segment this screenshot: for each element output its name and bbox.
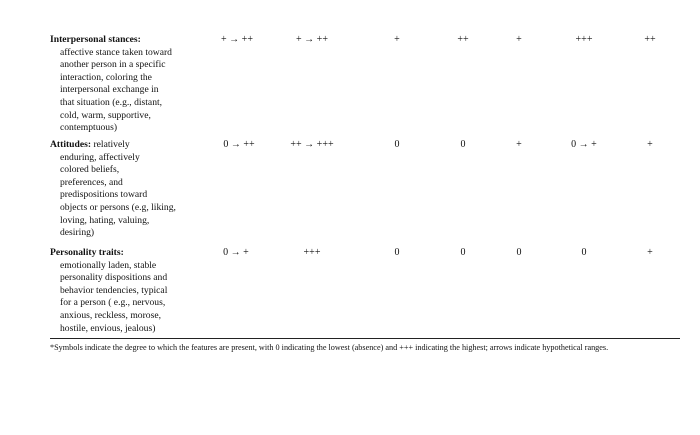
- table-cell: 0 → ++: [223, 139, 255, 150]
- table-cell: 0 → +: [571, 139, 597, 150]
- row-description-line: affective stance taken toward: [60, 46, 172, 58]
- table-cell: 0: [516, 247, 522, 258]
- table-cell: +: [647, 139, 653, 150]
- row-description-line: personality dispositions and: [60, 272, 168, 284]
- row-label: [50, 34, 210, 135]
- row-title-line: [50, 139, 210, 152]
- row-description-line: contemptuous): [60, 122, 118, 134]
- row-description-line: interpersonal exchange in: [60, 84, 159, 96]
- table-cell: 0: [394, 139, 400, 150]
- table-cell: +: [516, 139, 522, 150]
- table-cell: +++: [303, 247, 321, 258]
- table-cell: 0: [460, 247, 466, 258]
- row-description-line: hostile, envious, jealous): [60, 322, 156, 334]
- table-bottom-rule: [50, 338, 680, 339]
- row-description-line: interaction, coloring the: [60, 71, 152, 83]
- row-description-line: preferences, and: [60, 176, 123, 188]
- table-cell: 0 → +: [223, 247, 249, 258]
- table-cell: + → ++: [221, 34, 253, 45]
- row-description-line: emotionally laden, stable: [60, 259, 157, 271]
- row-description-line: desiring): [60, 227, 95, 239]
- row-description-line: another person in a specific: [60, 59, 166, 71]
- table-cell: ++: [457, 34, 469, 45]
- row-title: Attitudes:: [50, 139, 92, 150]
- row-label: [50, 247, 210, 335]
- table-cell: +: [394, 34, 400, 45]
- table-cell: 0: [460, 139, 466, 150]
- table-cell: ++: [644, 34, 656, 45]
- table-cell: +++: [575, 34, 593, 45]
- table-cell: 0: [581, 247, 587, 258]
- row-description-line: behavior tendencies, typical: [60, 284, 168, 296]
- row-description-line: for a person ( e.g., nervous,: [60, 297, 166, 309]
- table-cell: + → ++: [296, 34, 328, 45]
- table-cell: ++ → +++: [290, 139, 334, 150]
- row-description-line: colored beliefs,: [60, 164, 120, 176]
- table-footnote: *Symbols indicate the degree to which the features are present, with 0 indicating the lowest (absence) and +++ indicating the highest; arrows indicate hypothetical ranges.: [50, 343, 609, 352]
- row-description-line: that situation (e.g., distant,: [60, 96, 163, 108]
- row-description-line: enduring, affectively: [60, 151, 140, 163]
- row-description-line: objects or persons (e.g, liking,: [60, 201, 176, 213]
- row-title: Interpersonal stances:: [50, 34, 141, 45]
- table-cell: +: [516, 34, 522, 45]
- row-description-line: predispositions toward: [60, 189, 148, 201]
- row-description-line: anxious, reckless, morose,: [60, 309, 161, 321]
- row-description-line: cold, warm, supportive,: [60, 109, 151, 121]
- row-label: [50, 139, 210, 240]
- row-title: Personality traits:: [50, 247, 124, 258]
- row-description-line: loving, hating, valuing,: [60, 214, 150, 226]
- table-cell: +: [647, 247, 653, 258]
- table-cell: 0: [394, 247, 400, 258]
- row-description-inline: relatively: [93, 139, 130, 150]
